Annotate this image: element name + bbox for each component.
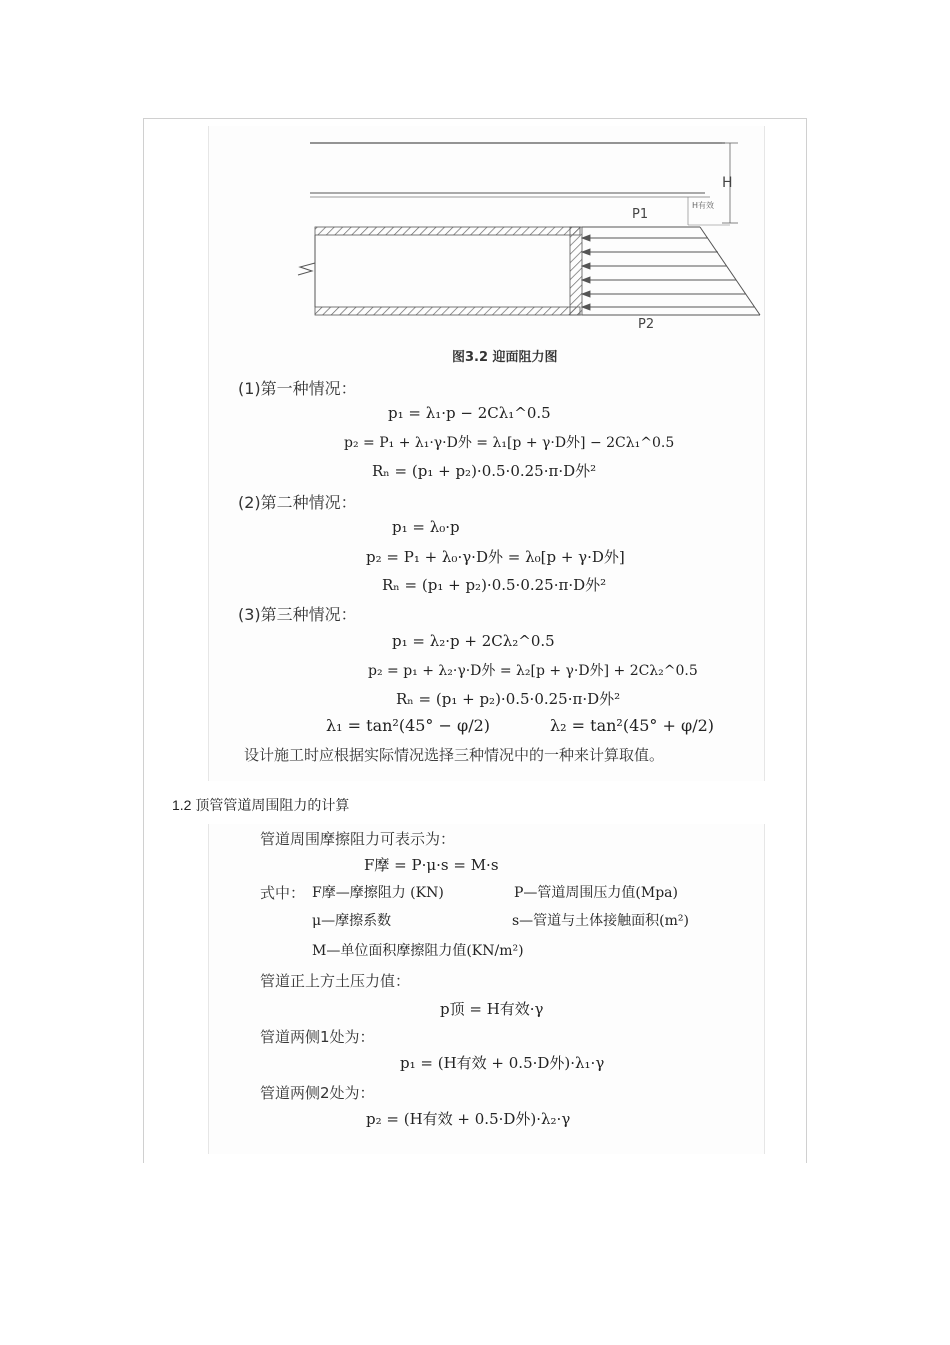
scan-block-left-edge — [208, 126, 209, 781]
lambda2-formula: λ₂ = tan²(45° + φ/2) — [550, 716, 715, 735]
case3-title: (3)第三种情况： — [238, 605, 357, 624]
selection-note: 设计施工时应根据实际情况选择三种情况中的一种来计算取值。 — [244, 746, 665, 764]
case1-equation-2: p₂ = P₁ + λ₁·γ·D外 = λ₁[p + γ·D外] − 2Cλ₁^0.5 — [344, 435, 675, 451]
case3-equation-1: p₁ = λ₂·p + 2Cλ₂^0.5 — [392, 632, 555, 650]
case1-title: (1)第一种情况： — [238, 379, 357, 398]
case2-title: (2)第二种情况： — [238, 493, 357, 512]
friction-intro: 管道周围摩擦阻力可表示为： — [260, 830, 456, 848]
scan-block2-right-edge — [764, 824, 765, 1154]
face-resistance-diagram — [290, 135, 770, 335]
figure-caption: 图3.2 迎面阻力图 — [452, 350, 558, 365]
label-H: H — [722, 175, 733, 191]
case2-equation-1: p₁ = λ₀·p — [392, 518, 460, 536]
section-heading: 1.2 顶管管道周围阻力的计算 — [172, 797, 350, 813]
frame-top-line — [143, 118, 807, 119]
case3-equation-3: Rₙ = (p₁ + p₂)·0.5·0.25·π·D外² — [396, 690, 621, 708]
where-label: 式中： — [260, 884, 306, 902]
case1-equation-1: p₁ = λ₁·p − 2Cλ₁^0.5 — [388, 404, 551, 422]
definition-s: s—管道与土体接触面积(m²) — [512, 913, 689, 929]
definition-M: M—单位面积摩擦阻力值(KN/m²) — [312, 943, 524, 959]
case1-equation-3: Rₙ = (p₁ + p₂)·0.5·0.25·π·D外² — [372, 462, 597, 480]
friction-equation: F摩 = P·μ·s = M·s — [364, 856, 499, 874]
side1-equation: p₁ = (H有效 + 0.5·D外)·λ₁·γ — [400, 1054, 605, 1072]
scan-block2-left-edge — [208, 824, 209, 1154]
frame-left-line — [143, 118, 144, 1163]
definition-F: F摩—摩擦阻力 (KN) — [312, 885, 444, 901]
definition-mu: μ—摩擦系数 — [312, 913, 392, 929]
lambda1-formula: λ₁ = tan²(45° − φ/2) — [326, 716, 491, 735]
side1-title: 管道两侧1处为： — [260, 1028, 375, 1046]
case2-equation-2: p₂ = P₁ + λ₀·γ·D外 = λ₀[p + γ·D外] — [366, 548, 625, 566]
label-P2: P2 — [638, 317, 655, 332]
case3-equation-2: p₂ = p₁ + λ₂·γ·D外 = λ₂[p + γ·D外] + 2Cλ₂^0.5 — [368, 663, 698, 679]
side2-title: 管道两侧2处为： — [260, 1084, 375, 1102]
top-pressure-equation: p顶 = H有效·γ — [440, 1000, 544, 1018]
side2-equation: p₂ = (H有效 + 0.5·D外)·λ₂·γ — [366, 1110, 571, 1128]
definition-P: P—管道周围压力值(Mpa) — [514, 885, 678, 901]
label-H-effective: H有效 — [692, 201, 715, 210]
top-pressure-title: 管道正上方土压力值： — [260, 972, 411, 990]
frame-right-line — [806, 118, 807, 1163]
label-P1: P1 — [632, 207, 649, 222]
case2-equation-3: Rₙ = (p₁ + p₂)·0.5·0.25·π·D外² — [382, 576, 607, 594]
